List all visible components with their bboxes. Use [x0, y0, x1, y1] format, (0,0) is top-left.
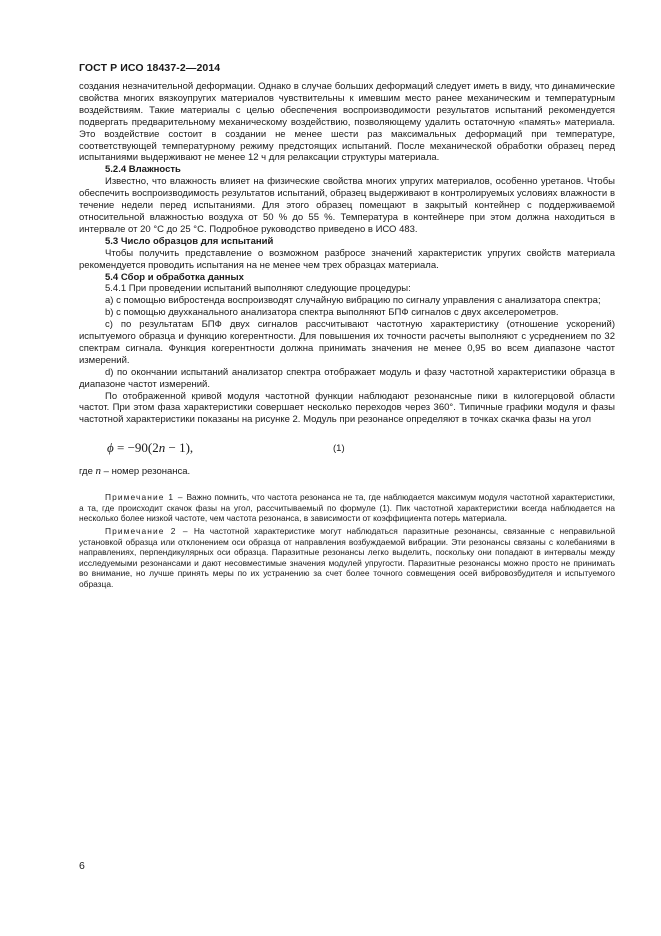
paragraph-humidity: Известно, что влажность влияет на физические свойства многих упругих материалов, особенно уретанов. Чтобы обеспечить воспроизводимость результатов испытаний, образец выдерживают в контролируемых условиях влажности в течение недели перед испытаниями. Для этого образец помещают в закрытый контейнер с поддерживаемой относительной влажностью воздуха от 50 % до 55 %. Температура в контейнере при этом должна находиться в интервале от 20 °C до 25 °C. Подробное руководство приведено в ИСО 483. — [79, 176, 615, 235]
note-1-text: Важно помнить, что частота резонанса не та, где наблюдается максимум модуля частотной характеристики, а та, где происходит скачок фазы на угол, рассчитываемый по формуле (1). Пик частотной характеристики всегда наблюдается на несколько более низкой частоте, чем частота резонанса, в зависимости от коэффициента потерь материала. — [79, 492, 615, 524]
heading-sample-count: 5.3 Число образцов для испытаний — [105, 235, 274, 247]
list-item-b: b) с помощью двухканального анализатора спектра выполняют БПФ сигналов с двух акселерометров. — [105, 307, 559, 319]
paragraph-intro: создания незначительной деформации. Однако в случае больших деформаций следует иметь в виду, что динамические свойства многих вязкоупругих материалов чувствительны к имевшим место ранее механическим и температурным воздействиям. Такие материалы с целью обеспечения воспроизводимости результатов испытаний рекомендуется подвергать предварительному механическому воздействию, позволяющему удалить остаточную «память» материала. Это воздействие состоит в создании не менее шести раз максимальных деформаций при температуре, соответствующей температурному режиму предстоящих испытаний. После механической обработки образец перед испытаниями выдерживают не менее 12 ч для релаксации структуры материала. — [79, 81, 615, 164]
formula-tail: − 1), — [165, 440, 194, 456]
note-1 — [79, 492, 615, 524]
paragraph-procedures: 5.4.1 При проведении испытаний выполняют следующие процедуры: — [105, 283, 411, 295]
heading-humidity: 5.2.4 Влажность — [105, 164, 181, 176]
formula-n: n — [158, 440, 166, 456]
note-1-label: Примечание 1 – — [105, 492, 184, 503]
formula-1 — [79, 432, 615, 466]
paragraph-sample-count: Чтобы получить представление о возможном разбросе значений характеристик упругих свойств материала рекомендуется проводить испытания на не менее чем трех образцах материала. — [79, 247, 615, 271]
formula-expression — [107, 442, 193, 454]
list-item-d: d) по окончании испытаний анализатор спектра отображает модуль и фазу частотной характеристики образца в диапазоне частот измерений. — [79, 366, 615, 390]
legend-var: n — [95, 465, 102, 478]
page-number: 6 — [79, 860, 85, 872]
notes-block — [79, 492, 615, 589]
heading-data-collection: 5.4 Сбор и обработка данных — [105, 271, 244, 283]
formula-number: (1) — [333, 443, 345, 455]
document-header: ГОСТ Р ИСО 18437-2—2014 — [79, 62, 221, 74]
formula-phi: ϕ — [107, 440, 114, 456]
note-2-label: Примечание 2 – — [105, 525, 189, 536]
paragraph-resonance: По отображенной кривой модуля частотной функции наблюдают резонансные пики в килогерцовой области частот. При этом фаза характеристики совершает несколько переходов через 360°. Типичные графики модуля и фазы частотной характеристики показаны на рисунке 2. Модуль при резонансе определяют в точках скачка фазы на угол — [79, 390, 615, 426]
note-2 — [79, 526, 615, 590]
list-item-a: a) с помощью вибростенда воспроизводят случайную вибрацию по сигналу управления с анализатора спектра; — [105, 295, 601, 307]
document-body — [79, 81, 615, 592]
formula-legend — [79, 466, 615, 478]
formula-eq: = −90(2 — [113, 440, 159, 456]
note-2-text: На частотной характеристике могут наблюдаться паразитные резонансы, связанные с неправильной установкой образца или отклонением оси образца от направления возбуждаемой вибрации. Эти резонансы связаны с колебаниями в направлениях, перпендикулярных оси образца. Паразитные резонансы легко выделить, поскольку они попадают в интервалы между исследуемыми резонансами и дают несовместимые значения модулей упругости. Паразитные резонансы можно просто не принимать во внимание, но лучше принять меры по их устранению за счет более точного совмещения осей вибровозбудителя и испытуемого образца. — [79, 525, 615, 589]
legend-desc: – номер резонанса. — [101, 466, 191, 478]
legend-lead: где — [79, 466, 96, 478]
list-item-c: c) по результатам БПФ двух сигналов рассчитывают частотную характеристику (отношение ускорений) испытуемого образца и функцию когерентности. Для повышения их точности расчеты выполняют с усреднением по 32 спектрам сигнала. Функция когерентности должна принимать значения не менее 0,95 во всем диапазоне частот измерений. — [79, 319, 615, 366]
